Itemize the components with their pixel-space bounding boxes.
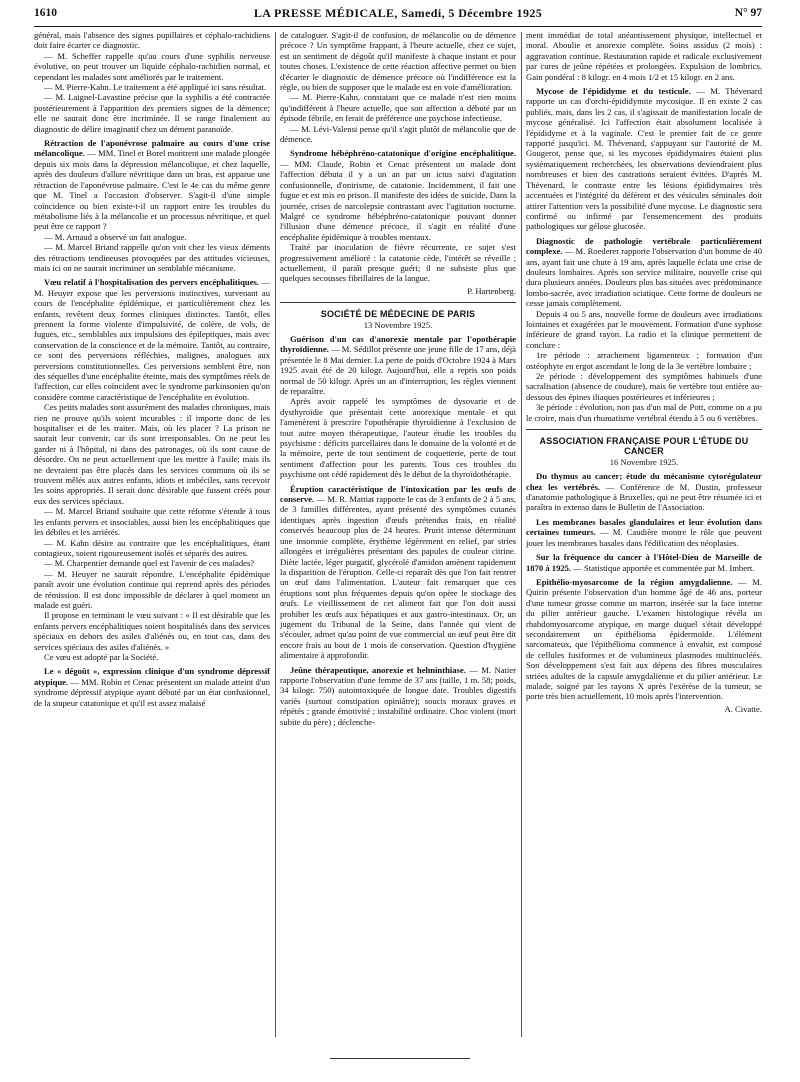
communication-title: Sur la fréquence du cancer à l'Hôtel-Dieu de Marseille de 1870 à 1925.: [526, 552, 762, 573]
body-paragraph: Il propose en terminant le vœu suivant : « Il est désirable que les enfants pervers encéphalitiques soient hospitalisés dans des services spéciaux en dehors des asiles d'aliénés ou, en tout cas, dans des services spéciaux des asiles d'aliénés. »: [34, 610, 270, 652]
communication-title: Diagnostic de pathologie vertébrale particulièrement complexe.: [526, 235, 762, 257]
communication-text: — MM. Tinel et Borel montrent une malade plongée depuis six mois dans la dépression mélancolique, et chez laquelle, après des douleurs d'allure névritique dans un bras, est apparue une rétraction de l'aponévrose palmaire. C'est le 4e cas du même genre que M. Tinel a l'occasion d'observer. S'agit-il d'une simple coïncidence ou bien existe-t-il un rapport entre les troubles du métabolisme liés à la mélancolie et un processus névritique, et quel peut être ce rapport ?: [34, 148, 270, 232]
communication-title: Du thymus au cancer; étude du mécanisme cytorégulateur chez les vertébrés.: [526, 471, 762, 492]
communication-text: — M. Caudière montre le rôle que peuvent jouer les membranes basales dans l'édification des néoplasies.: [526, 527, 762, 548]
body-paragraph: ment immédiat de total anéantissement physique, intellectuel et moral. Aboulie et anorexie complète. Soins assidus (2 mois) : aggravation continue. Restauration rapide et radicale exclusivement par cures de jeûne répétées et prolongées. Expulsion de lombrics. Gain pondéral : 8 kilogr. en 4 mois 1/2 et 15 kilogr. en 2 ans.: [526, 30, 762, 82]
communication-paragraph: [34, 138, 270, 232]
communication-title: Mycose de l'épididyme et du testicule.: [536, 86, 691, 97]
communication-text: — M. Natier rapporte l'observation d'une femme de 37 ans (taille, 1 m. 58; poids, 34 kilogr. 750) autointoxiquée de longue date. Troubles digestifs variés (surtout constipation opiniâtre); soucis moraux graves et répétés ; grande émotivité ; instabilité ordinaire. Choc violent (mort subite du père) ; déclenche-: [280, 664, 516, 727]
body-paragraph: 3e période : évolution, non pas d'un mal de Pott, comme on a pu le croire, mais d'un rhumatisme vertébral étendu à 5 ou 6 vertèbres.: [526, 402, 762, 423]
communication-paragraph: [526, 471, 762, 513]
section-date: 13 Novembre 1925.: [363, 319, 433, 330]
communication-text: — M. Heuyer expose que les perversions instinctives, survenant au cours de l'encéphalite épidémique, et particulièrement chez les enfants, revêtent deux formes cliniques distinctes. Tantôt, elles prennent la forme violente d'impulsivité, de colère, de vols, de fugues, etc., semblables aux impulsions des épileptiques, mais avec conservation de la conscience et de la mémoire. Tantôt, au contraire, ce sont des perversions réfléchies, malignes, analogues aux perversions constitutionnelles. Ces perversions semblent être, non des séquelles d'une encéphalite éteinte, mais des symptômes réels de l'affection, car elles coïncident avec le syndrome parkinsonien qu'on considère comme caractéristique de l'encéphalite en évolution.: [34, 277, 270, 402]
body-paragraph: Traité par inoculation de fièvre récurrente, ce sujet s'est progressivement amélioré : la catatonie cède, l'intérêt se réveille ; actuellement, il paraît presque guéri; il ne subsiste plus que quelques secousses fibrillaires de la langue.: [280, 242, 516, 284]
communication-paragraph: [280, 334, 516, 396]
footer-rule: [330, 1058, 470, 1059]
communication-paragraph: [526, 517, 762, 548]
communication-paragraph: [280, 148, 516, 242]
section-rule: [280, 302, 516, 303]
communication-text: — M. Sédillot présente une jeune fille de 17 ans, déjà présentée le 8 Mai dernier. La perte de poids d'Octobre 1924 à Mars 1925 avait été de 20 kilogr. Aujourd'hui, elle a repris son poids normal de 50 kilogr. Après un an d'interruption, les règles viennent de reparaître.: [280, 344, 516, 396]
body-paragraph: — M. Kahn désire au contraire que les encéphalitiques, étant contagieux, soient rigoureusement isolés et séparés des autres.: [34, 537, 270, 558]
body-paragraph: — M. Arnaud a observé un fait analogue.: [44, 231, 187, 242]
column-3: [526, 30, 762, 1040]
communication-text: — MM. Robin et Cenac présentent un malade atteint d'un syndrome dépressif atypique ayant débuté par un état confusionnel, de la stupeur catatonique et qu'il est assez malaisé: [34, 676, 270, 708]
communication-text: — M. Thévenard rapporte un cas d'orchi-épididymite mycosique. Il en existe 2 cas publiés, mais, dans les 2 cas, il s'agissait de manifestation locale de mycose généralisé. Ici l'affection était absolument localisée à l'épididyme et à la vaginale. C'est le premier fait de ce genre rapporté jusqu'ici. M. Thévenard, s'appuyant sur l'autorité de M. Gougerot, pense que, si les mycoses épididymaires étaient plus systématiquement recherchées, les observations deviendraient plus nombreuses et bien des castrations seraient évitées. D'après M. Thévenard, le contraste entre les lésions épididymaires très accentuées et l'intégrité du déférent et des vésicules séminales doit attirer l'attention vers la possibilité d'une mycose. Le diagnostic sera confirmé ou infirmé par l'ensemencement des produits pathologiques sur gélose glucosée.: [526, 86, 762, 232]
header-rule: [34, 26, 762, 27]
body-paragraph: — M. Charpentier demande quel est l'avenir de ces malades?: [44, 558, 255, 569]
communication-text: — MM. Claude, Robin et Cenac présentent un malade dont l'affection débuta il y a un an par un ictus suivi d'agitation confusionnelle, d'onirisme, de catatonie. Incidemment, il fait une fugue et est mis en prison. Il manifeste des idées de suicide. Dans la journée, crises de narcolepsie contrastant avec l'agitation nocturne. Malgré ce syndrome hébéphréno-catatonique pouvant donner l'illusion d'une démence précoce, il s'agit en réalité d'une encéphalite épidémique à troubles mentaux.: [280, 158, 516, 242]
section-rule: [526, 429, 762, 430]
body-paragraph: Ces petits malades sont assurément des malades chroniques, mais rien ne prouve qu'ils soient incurables : il importe donc de les hospitaliser et de les traiter. Mais, où les placer ? La prison ne saurait leur convenir, car ils sont irresponsables. On ne peut les garder ni à l'hôpital, ni dans des patronages, où ils sont cause de désordre. On ne peut actuellement que les mettre à l'asile; mais ils ne devraient pas être placés dans les services communs où ils se trouvent mêlés aux autres enfants, idiots et imbéciles, sans recevoir les soins appropriés. Il serait donc désirable que fussent créés pour eux des services spéciaux.: [34, 402, 270, 506]
communication-title: Vœu relatif à l'hospitalisation des pervers encéphalitiques.: [44, 277, 259, 288]
body-paragraph: — M. Heuyer ne saurait répondre. L'encéphalite épidémique paraît avoir une évolution continue qui reprend après des périodes de rémission. Il est donc impossible de déclarer à quel moment un malade est guéri.: [34, 568, 270, 610]
body-paragraph: Après avoir rappelé les symptômes de dysovarie et de dysthyroïdie que présentait cette anorexique mentale et qui l'amenèrent à prescrire l'opothérapie thyroïdienne à l'exclusion de tout autre moyen thérapeutique, l'auteur étudie les troubles du psychisme : déficits parcellaires dans le domaine de la volonté et de la mémoire, perte de tout sentiment de coquetterie, perte de tout sentiment d'affection pour les parents. Tous ces troubles du psychisme ont cédé rapidement dès le début de la thyroïdothérapie.: [280, 396, 516, 480]
issue-number: N° 97: [734, 7, 762, 19]
communication-paragraph: [34, 666, 270, 708]
article-columns: [34, 30, 762, 1040]
communication-paragraph: [526, 552, 762, 573]
body-paragraph: 1re période : arrachement ligamenteux ; formation d'un ostéophyte en ergot ascendant le long de la 3e vertèbre lombaire ;: [526, 350, 762, 371]
section-title: SOCIÉTÉ DE MÉDECINE DE PARIS: [320, 309, 476, 320]
page-header: [34, 6, 762, 28]
communication-title: Les membranes basales glandulaires et leur évolution dans certaines tumeurs.: [526, 516, 762, 538]
communication-title: Epithélio-myosarcome de la région amygdalienne.: [536, 576, 733, 587]
communication-text: — M. Roederer rapporte l'observation d'un homme de 40 ans, ayant fait une chute à 19 ans, après laquelle éclata une crise de douleurs lombaires. Après son service militaire, nouvelle crise qui dura plusieurs années. Douleurs plus bas situées avec prédominance lombo-sacrée, avec irradiation sciatique. Cette forme de douleurs ne cesse jamais complètement.: [526, 246, 762, 309]
communication-title: Le « dégoût », expression clinique d'un syndrome dépressif atypique.: [34, 666, 270, 687]
communication-title: Syndrome hébéphréno-catatonique d'origine encéphalitique.: [290, 148, 516, 159]
communication-paragraph: [526, 86, 762, 232]
communication-text: — M. R. Mattiat rapporte le cas de 3 enfants de 2 à 5 ans, de 3 familles différentes, ayant présenté des symptômes cutanés identiques après ingestion d'œufs prétendus frais, en réalité conservés beaucoup plus de 24 heures. Prurit intense déterminant une insomnie complète, érythème légèrement en relief, par stries allongées et irrégulières présentant des papules de couleur citrine. Diète lactée, léger purgatif, glycérolé d'amidon amènent rapidement la disparition de l'éruption. Celle-ci reparaît dès que l'on fait rentrer un œuf dans l'alimentation. L'auteur fait remarquer que ces éruptions sont plus fréquentes depuis qu'on opère le stockage des œufs. Le vieillissement de cet aliment fait que l'on doit aussi prohiber les œufs aux hépatiques et aux gastro-intestinaux. Or, un jugement du Tribunal de la Seine, dans l'année qui vient de s'écouler, admet qu'au point de vue commercial un œuf peut être dit encore frais au bout de 1 mois de conservation. Question d'hygiène alimentaire à approfondir.: [280, 494, 516, 661]
body-paragraph: de cataloguer. S'agit-il de confusion, de mélancolie ou de démence précoce ? Un symptôme frappant, à l'heure actuelle, chez ce sujet, est un sentiment de dégoût qu'il manifeste à chaque instant et pour toutes choses. L'existence de cette réaction affective permet ou bien d'écarter le diagnostic de démence précoce où l'indifférence est la règle, ou bien de supposer que le malade est en voie d'amélioration.: [280, 30, 516, 93]
communication-title: Guérison d'un cas d'anorexie mentale par l'opothérapie thyroïdienne.: [280, 333, 516, 355]
body-paragraph: général, mais l'absence des signes pupillaires et céphalo-rachidiens doit faire écarter ce diagnostic.: [34, 30, 270, 51]
communication-paragraph: [34, 277, 270, 402]
body-paragraph: Ce vœu est adopté par la Société.: [44, 651, 159, 662]
communication-paragraph: [526, 577, 762, 702]
column-2: [280, 30, 516, 1040]
author-signature: A. Civatte.: [724, 703, 762, 714]
body-paragraph: — M. Lévi-Valensi pense qu'il s'agit plutôt de mélancolie que de démence.: [280, 123, 516, 145]
communication-paragraph: [280, 665, 516, 727]
column-divider: [521, 32, 522, 1037]
communication-text: — Conférence de M. Dustin, professeur d'anatomie pathologique à Bruxelles, qui ne peut être résumée ici et paraîtra in extenso dans le Bulletin de l'Association.: [526, 481, 762, 513]
body-paragraph: — M. Marcel Briand souhaite que cette réforme s'étende à tous les enfants pervers et insociables, aussi bien les encéphalitiques que les débiles et les arriérés.: [34, 506, 270, 538]
column-divider: [275, 32, 276, 1037]
body-paragraph: 2e période : développement des symptômes habituels d'une sacralisation (absence de coudure), mais 6e vertèbre tout entière au-dessous des épines iliaques postérieures et inférieures ;: [526, 371, 762, 402]
column-1: [34, 30, 270, 1040]
body-paragraph: Depuis 4 ou 5 ans, nouvelle forme de douleurs avec irradiations lointaines et exagérées par le mouvement. Formation d'une syphose inférieure de grand rayon. La radio et la clinique permettent de conclure :: [526, 308, 762, 350]
page-number: 1610: [34, 7, 57, 19]
communication-title: Jeûne thérapeutique, anorexie et helminthiase.: [290, 664, 466, 675]
body-paragraph: — M. Scheffer rappelle qu'au cours d'une syphilis nerveuse évolutive, on peut trouver un liquide céphalo-rachidien normal, et cependant les malades sont améliorés par le traitement.: [34, 50, 270, 82]
body-paragraph: — M. Marcel Briand rappelle qu'on voit chez les vieux déments des rétractions tendineuses provoquées par des attitudes vicieuses, mais ici on ne saurait incriminer un semblable mécanisme.: [34, 242, 270, 273]
communication-text: — M. Quirin présente l'observation d'un homme âgé de 46 ans, porteur d'une tumeur grosse comme un marron, insérée sur la face interne du pilier antérieur gauche. L'examen histologique révéla un rhabdomyosarcome atypique, en marge duquel s'était développé secondairement un épithélioma épidermoïde. L'élément sarcomateux, que l'épithélioma commence à envahir, est composé de cellules fusiformes et de volumineux plasmodes multinucléés. Son développement s'est fait aux dépens des fibres musculaires striées adultes de la capsule amygdalienne et du pilier antérieur. Le malade, soigné par les rayons X après l'exérèse de la tumeur, se porte très bien actuellement, 10 mois après l'intervention.: [526, 576, 762, 702]
body-paragraph: — M. Laignel-Lavastine précise que la syphilis a été contractée postérieurement à l'apparition des premiers signes de la démence; elle ne saurait donc être incriminée. Il se range finalement au diagnostic de délire imaginatif chez un dément paranoïde.: [34, 92, 270, 134]
communication-title: Éruption caractéristique de l'intoxication par les œufs de conserve.: [280, 483, 516, 505]
author-signature: P. Hartenberg.: [467, 285, 516, 296]
communication-text: — Statistique apportée et commentée par M. Imbert.: [571, 562, 755, 573]
journal-title: LA PRESSE MÉDICALE, Samedi, 5 Décembre 1925: [253, 6, 543, 20]
body-paragraph: — M. Pierre-Kahn, constatant que ce malade n'est rien moins qu'indifférent à l'heure actuelle, que son affection a débuté par un épisode fébrile, en ferait de préférence une psychose infectieuse.: [280, 92, 516, 124]
body-paragraph: — M. Pierre-Kahn. Le traitement a été appliqué ici sans résultat.: [44, 82, 267, 93]
communication-paragraph: [526, 236, 762, 309]
communication-title: Rétraction de l'aponévrose palmaire au cours d'une crise mélancolique.: [34, 138, 270, 159]
section-title: ASSOCIATION FRANÇAISE POUR L'ÉTUDE DU CANCER: [539, 436, 749, 457]
communication-paragraph: [280, 484, 516, 661]
section-date: 16 Novembre 1925.: [609, 456, 679, 467]
